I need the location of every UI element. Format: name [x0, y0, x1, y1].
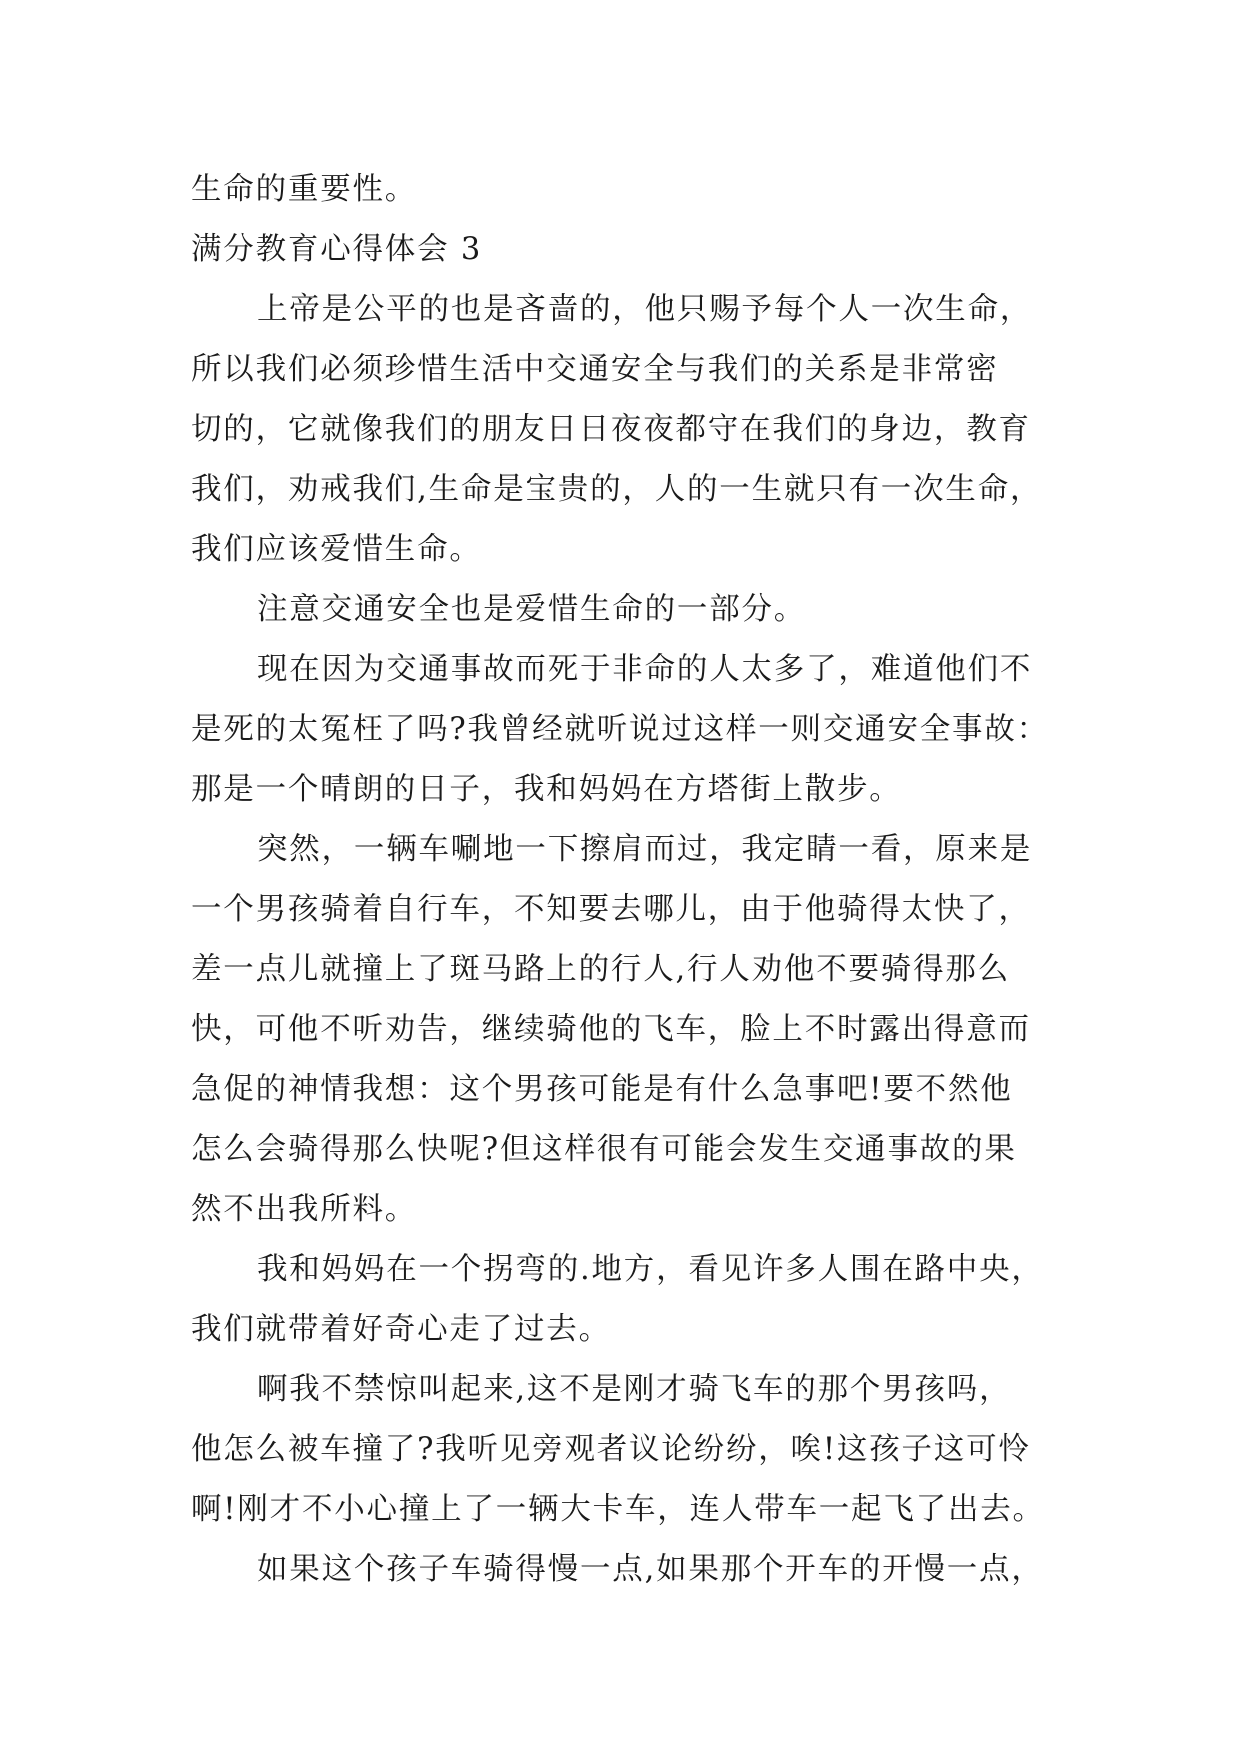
- text-line: 是死的太冤枉了吗?我曾经就听说过这样一则交通安全事故：: [191, 712, 1049, 747]
- text-line: 快，可他不听劝告，继续骑他的飞车，脸上不时露出得意而: [191, 1012, 1031, 1047]
- text-line: 切的，它就像我们的朋友日日夜夜都守在我们的身边，教育: [191, 412, 1031, 447]
- text-line: 急促的神情我想：这个男孩可能是有什么急事吧!要不然他: [191, 1072, 1013, 1107]
- text-line: 一个男孩骑着自行车，不知要去哪儿，由于他骑得太快了，: [191, 892, 1031, 927]
- document-body: [191, 160, 1071, 1600]
- text-line: 如果这个孩子车骑得慢一点,如果那个开车的开慢一点，: [257, 1552, 1044, 1587]
- text-line: 差一点儿就撞上了斑马路上的行人,行人劝他不要骑得那么: [191, 952, 1010, 987]
- text-line: 我们就带着好奇心走了过去。: [191, 1312, 611, 1347]
- text-line: 啊!刚才不小心撞上了一辆大卡车，连人带车一起飞了出去。: [191, 1492, 1045, 1527]
- text-line: 然不出我所料。: [191, 1192, 418, 1227]
- text-line: 啊我不禁惊叫起来,这不是刚才骑飞车的那个男孩吗，: [257, 1372, 1012, 1407]
- text-line: 注意交通安全也是爱惜生命的一部分。: [257, 592, 807, 627]
- text-line: 现在因为交通事故而死于非命的人太多了，难道他们不: [257, 652, 1033, 687]
- text-line: 怎么会骑得那么快呢?但这样很有可能会发生交通事故的果: [191, 1132, 1017, 1167]
- text-line: 我和妈妈在一个拐弯的.地方，看见许多人围在路中央，: [257, 1252, 1044, 1287]
- text-line: 那是一个晴朗的日子，我和妈妈在方塔街上散步。: [191, 772, 902, 807]
- text-line: 突然，一辆车唰地一下擦肩而过，我定睛一看，原来是: [257, 832, 1033, 867]
- text-line: 上帝是公平的也是吝啬的，他只赐予每个人一次生命，: [257, 292, 1033, 327]
- text-line: 生命的重要性。: [191, 172, 418, 207]
- text-line: 我们，劝戒我们,生命是宝贵的，人的一生就只有一次生命，: [191, 472, 1043, 507]
- section-heading: 满分教育心得体会 3: [191, 232, 483, 267]
- text-line: 我们应该爱惜生命。: [191, 532, 482, 567]
- text-line: 他怎么被车撞了?我听见旁观者议论纷纷，唉!这孩子这可怜: [191, 1432, 1031, 1467]
- text-line: 所以我们必须珍惜生活中交通安全与我们的关系是非常密: [191, 352, 999, 387]
